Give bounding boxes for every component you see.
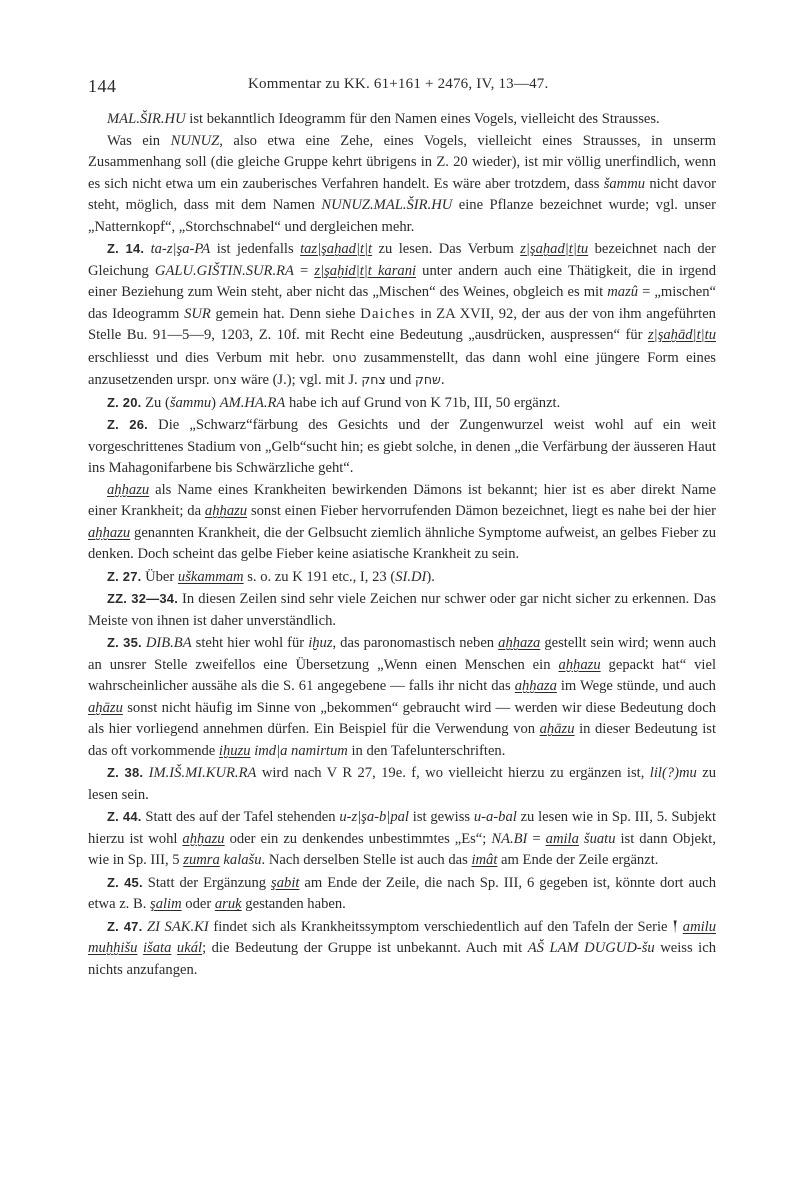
page-number: 144 xyxy=(88,76,117,96)
paragraph: ZZ. 32—34. In diesen Zeilen sind sehr viele Zeichen nur schwer oder gar nicht sicher zu erkennen. Das Meiste von ihnen ist daher unverständlich. xyxy=(88,591,717,629)
paragraph: Z. 26. Die „Schwarz“färbung des Gesichts und der Zungenwurzel weist wohl auf ein weit vorgeschrittenes Stadium von „Gelb“sucht hin; es giebt solche, in denen „die Verfärbung der äusseren Haut ins Mahagonifarbene bis Schwärzliche geht“. xyxy=(88,417,716,476)
paragraph: MAL.ŠIR.HU ist bekanntlich Ideogramm für den Namen eines Vogels, vielleicht des Strausses. xyxy=(107,111,660,127)
paragraph: Was ein NUNUZ, also etwa eine Zehe, eines Vogels, vielleicht eines Strausses, in unserm Zusammenhang soll (die gleiche Gruppe kehrt übrigens in Z. 20 wieder), ist mir völlig unerfindlich, wenn es sich nicht etwa um ein zauberisches Verfahren handelt. Es wäre aber trotzdem, dass šammu nicht davor steht, möglich, dass mit dem Namen NUNUZ.MAL.ŠIR.HU eine Pflanze bezeichnet wurde; vgl. unser „Natternkopf“, „Storchschnabel“ und dergleichen mehr. xyxy=(88,132,716,235)
paragraph: Z. 20. Zu (šammu) AM.HA.RA habe ich auf Grund von K 71b, III, 50 ergänzt. xyxy=(107,394,561,411)
paragraph: Z. 47. ZI SAK.KI findet sich als Krankheitssymptom verschiedentlich auf den Tafeln der Serie 𒁹 amilu muḫḫišu išata ukál; die Bedeutung der Gruppe ist unbekannt. Auch mit AŠ LAM DUGUD-šu weiss ich nichts anzufangen. xyxy=(88,918,717,978)
running-title: Kommentar zu KK. 61+161 + 2476, IV, 13—47. xyxy=(248,76,549,92)
paragraph: Z. 35. DIB.BA steht hier wohl für iḫuz, das paronomastisch neben aḫḫaza gestellt sein wird; wenn auch an unsrer Stelle zweifellos eine Übersetzung „Wenn einen Menschen ein aḫḫazu gepackt hat“ viel wahrscheinlicher aussähe als die S. 61 angegebene — falls ihr nicht das aḫḫaza im Wege stünde, und auch aḫāzu sonst nicht häufig im Sinne von „bekommen“ gebraucht wird — werden wir diese Bedeutung doch als hier vorliegend annehmen dürfen. Ein Beispiel für die Verwendung von aḫāzu in dieser Bedeutung ist das oft vorkommende iḫuzu imd|a namirtum in den Tafelunterschriften. xyxy=(88,635,717,759)
page-header xyxy=(88,74,728,96)
paragraph: Z. 45. Statt der Ergänzung şabit am Ende der Zeile, die nach Sp. III, 6 gegeben ist, könnte dort auch etwa z. B. şalim oder aruḳ gestanden haben. xyxy=(88,874,717,912)
paragraph: Z. 38. IM.IŠ.MI.KUR.RA wird nach V R 27, 19e. f, wo vielleicht hierzu zu ergänzen ist, lil(?)mu zu lesen sein. xyxy=(88,765,716,803)
paragraph: Z. 44. Statt des auf der Tafel stehenden u-z|şa-b|pal ist gewiss u-a-bal zu lesen wie in Sp. III, 5. Subjekt hierzu ist wohl aḫḫazu oder ein zu denkendes unbestimmtes „Es“; NA.BI = amila šuatu ist dann Objekt, wie in Sp. III, 5 zumra kalašu. Nach derselben Stelle ist auch das imât am Ende der Zeile ergänzt. xyxy=(88,809,717,868)
paragraph: aḫḫazu als Name eines Krankheiten bewirkenden Dämons ist bekannt; hier ist es aber direkt Name einer Krankheit; da aḫḫazu sonst einen Fieber hervorrufenden Dämon bezeichnet, liegt es nahe bei der hier aḫḫazu genannten Krankheit, die der Gelbsucht ziemlich ähnliche Symptome aufweist, an gelbes Fieber zu denken. Doch scheint das gelbe Fieber keine asiatische Krankheit zu sein. xyxy=(88,481,716,562)
paragraph: Z. 27. Über uškammam s. o. zu K 191 etc., I, 23 (SI.DI). xyxy=(107,568,435,585)
commentary-body xyxy=(88,109,716,981)
paragraph: Z. 14. ta-z|şa-PA ist jedenfalls taz|şaḫad|t|t zu lesen. Das Verbum z|şaḫad|t|tu bezeichnet nach der Gleichung GALU.GIŠTIN.SUR.RA = z|şaḫid|t|t karani unter andern auch eine Thätigkeit, die in irgend einer Beziehung zum Wein steht, aber nicht das „Mischen“ des Weines, obgleich es mit mazû = „mischen“ das Ideogramm SUR gemein hat. Denn siehe Daiches in ZA XVII, 92, der aus der von ihm angeführten Stelle Bu. 91—5—9, 1203, Z. 10f. mit Recht eine Bedeutung „ausdrücken, auspressen“ für z|şaḫād|t|tu erschliesst und dies Verbum mit hebr. טחט zusammenstellt, das dann wohl eine jüngere Form eines anzusetzenden urspr. צחט wäre (J.); vgl. mit J. צחק und שחק. xyxy=(88,241,717,388)
